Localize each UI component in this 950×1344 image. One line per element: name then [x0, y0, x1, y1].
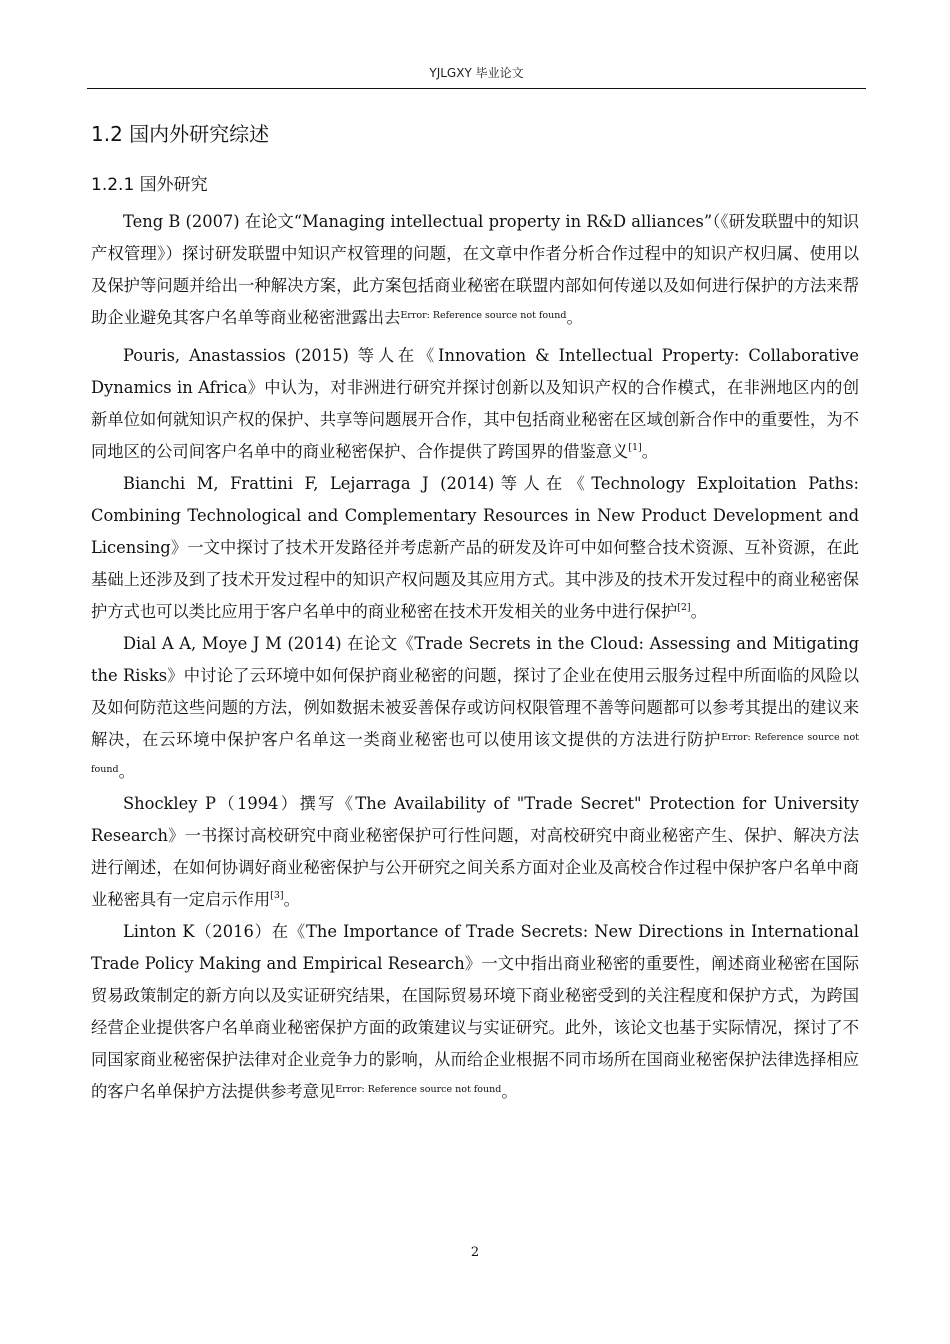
paragraph-text: Dial A A, Moye J M (2014) 在论文《Trade Secrets in the Cloud: Assessing and Mitigating the Risks》中讨论了云环境中如何保护商业秘密的问题，探讨了企业在使用云服务过程中所面临的风险以及如何防范这些问题的方法，例如数据未被妥善保存或访问权限管理不善等问题都可以参考其提出的建议来解决，在云环境中保护客户名单这一类商业秘密也可以使用该文提供的方法进行防护	[91, 634, 859, 749]
paragraph-text: Linton K（2016）在《The Importance of Trade Secrets: New Directions in International Trade Policy Making and Empirical Research》一文中指出商业秘密的重要性，阐述商业秘密在国际贸易政策制定的新方向以及实证研究结果，在国际贸易环境下商业秘密受到的关注程度和保护方式，为跨国经营企业提供客户名单商业秘密保护方面的政策建议与实证研究。此外，该论文也基于实际情况，探讨了不同国家商业秘密保护法律对企业竞争力的影响，从而给企业根据不同市场所在国商业秘密保护法律选择相应的客户名单保护方法提供参考意见	[91, 922, 859, 1101]
paragraph-end: 。	[283, 890, 300, 909]
citation-error: Error: Reference source not found	[335, 1084, 502, 1095]
header-divider	[87, 88, 866, 89]
subsection-heading: 1.2.1 国外研究	[91, 175, 208, 195]
citation-ref: [2]	[677, 602, 691, 613]
paragraph-end: 。	[690, 602, 707, 621]
citation-error: Error: Reference source not found	[91, 732, 860, 775]
citation-ref: [1]	[628, 442, 642, 453]
paragraph-shockley	[91, 788, 859, 916]
paragraph-dial	[91, 628, 859, 788]
page-header-title: YJLGXY 毕业论文	[429, 66, 524, 80]
paragraph-end: 。	[566, 308, 583, 327]
paragraph-teng	[91, 206, 859, 334]
paragraph-end: 。	[641, 442, 659, 461]
section-heading: 1.2 国内外研究综述	[91, 122, 270, 146]
paragraph-bianchi	[91, 468, 859, 628]
paragraph-end: 。	[501, 1082, 518, 1101]
page-number: 2	[470, 1245, 480, 1260]
paragraph-pouris	[91, 340, 859, 468]
body-text	[91, 206, 859, 1108]
paragraph-text: Pouris, Anastassios (2015) 等人在《Innovation & Intellectual Property: Collaborative Dynamics in Africa》中认为，对非洲进行研究并探讨创新以及知识产权的合作模式，在非洲地区内的创新单位如何就知识产权的保护、共享等问题展开合作，其中包括商业秘密在区域创新合作中的重要性，为不同地区的公司间客户名单中的商业秘密保护、合作提供了跨国界的借鉴意义	[91, 346, 859, 461]
citation-error: Error: Reference source not found	[400, 310, 567, 321]
paragraph-linton	[91, 916, 859, 1108]
paragraph-end: 。	[118, 762, 135, 781]
paragraph-text: Bianchi M, Frattini F, Lejarraga J (2014)等人在《Technology Exploitation Paths: Combining Technological and Complementary Resources in New Product Development and Licensing》一文中探讨了技术开发路径并考虑新产品的研发及许可中如何整合技术资源、互补资源，在此基础上还涉及到了技术开发过程中的知识产权问题及其应用方式。其中涉及的技术开发过程中的商业秘密保护方式也可以类比应用于客户名单中的商业秘密在技术开发相关的业务中进行保护	[91, 474, 859, 621]
paragraph-text: Teng B (2007) 在论文“Managing intellectual property in R&D alliances”（《研发联盟中的知识产权管理》）探讨研发联盟中知识产权管理的问题，在文章中作者分析合作过程中的知识产权归属、使用以及保护等问题并给出一种解决方案，此方案包括商业秘密在联盟内部如何传递以及如何进行保护的方法来帮助企业避免其客户名单等商业秘密泄露出去	[91, 212, 859, 327]
citation-ref: [3]	[270, 890, 284, 901]
paragraph-text: Shockley P（1994）撰写《The Availability of "Trade Secret" Protection for University Research》一书探讨高校研究中商业秘密保护可行性问题，对高校研究中商业秘密产生、保护、解决方法进行阐述，在如何协调好商业秘密保护与公开研究之间关系方面对企业及高校合作过程中保护客户名单中商业秘密具有一定启示作用	[91, 794, 859, 909]
